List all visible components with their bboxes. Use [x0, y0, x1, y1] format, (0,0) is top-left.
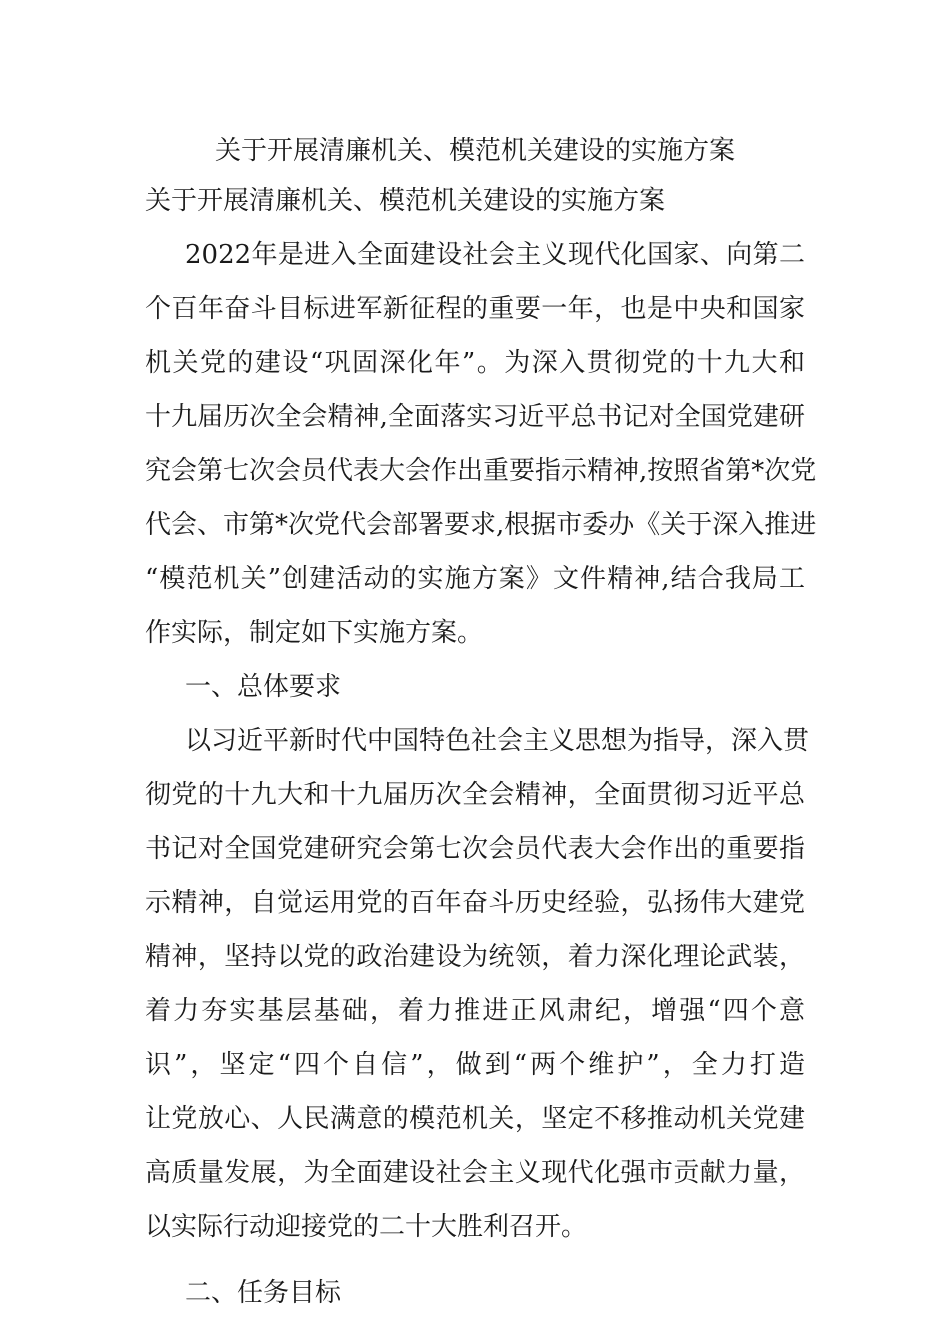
paragraph-line: 机关党的建设“巩固深化年”。为深入贯彻党的十九大和: [145, 348, 805, 378]
paragraph-line: 代会、市第*次党代会部署要求,根据市委办《关于深入推进: [145, 510, 817, 540]
paragraph-line: 作实际，制定如下实施方案。: [145, 618, 484, 648]
paragraph-line: 究会第七次会员代表大会作出重要指示精神,按照省第*次党: [145, 456, 817, 486]
paragraph-line: 高质量发展，为全面建设社会主义现代化强市贡献力量，: [145, 1158, 805, 1188]
paragraph-line: 书记对全国党建研究会第七次会员代表大会作出的重要指: [145, 834, 805, 864]
paragraph-line: 十九届历次全会精神,全面落实习近平总书记对全国党建研: [145, 402, 805, 432]
spacer: [145, 1266, 805, 1278]
paragraph-line: 以习近平新时代中国特色社会主义思想为指导，深入贯: [185, 726, 810, 756]
document-body: [145, 186, 817, 1332]
paragraph-line: 着力夯实基层基础，着力推进正风肃纪，增强“四个意: [145, 996, 805, 1026]
paragraph-line: 以实际行动迎接党的二十大胜利召开。: [145, 1212, 588, 1242]
paragraph-general-requirements: [145, 726, 810, 1266]
paragraph-line: 2022年是进入全面建设社会主义现代化国家、向第二: [185, 240, 805, 270]
paragraph-line: 精神，坚持以党的政治建设为统领，着力深化理论武装，: [145, 942, 805, 972]
document-subtitle: 关于开展清廉机关、模范机关建设的实施方案: [145, 186, 666, 216]
section-heading: 一、总体要求: [185, 672, 342, 702]
paragraph-line: 让党放心、人民满意的模范机关，坚定不移推动机关党建: [145, 1104, 805, 1134]
paragraph-line: 个百年奋斗目标进军新征程的重要一年，也是中央和国家: [145, 294, 805, 324]
paragraph-line: 彻党的十九大和十九届历次全会精神，全面贯彻习近平总: [145, 780, 805, 810]
paragraph-line: 示精神，自觉运用党的百年奋斗历史经验，弘扬伟大建党: [145, 888, 805, 918]
paragraph-intro: [145, 240, 817, 672]
paragraph-line: “模范机关”创建活动的实施方案》文件精神,结合我局工: [145, 564, 805, 594]
document-title: 关于开展清廉机关、模范机关建设的实施方案: [214, 136, 735, 166]
paragraph-line: 识”，坚定“四个自信”，做到“两个维护”，全力打造: [145, 1050, 805, 1080]
section-heading: 二、任务目标: [185, 1278, 342, 1308]
